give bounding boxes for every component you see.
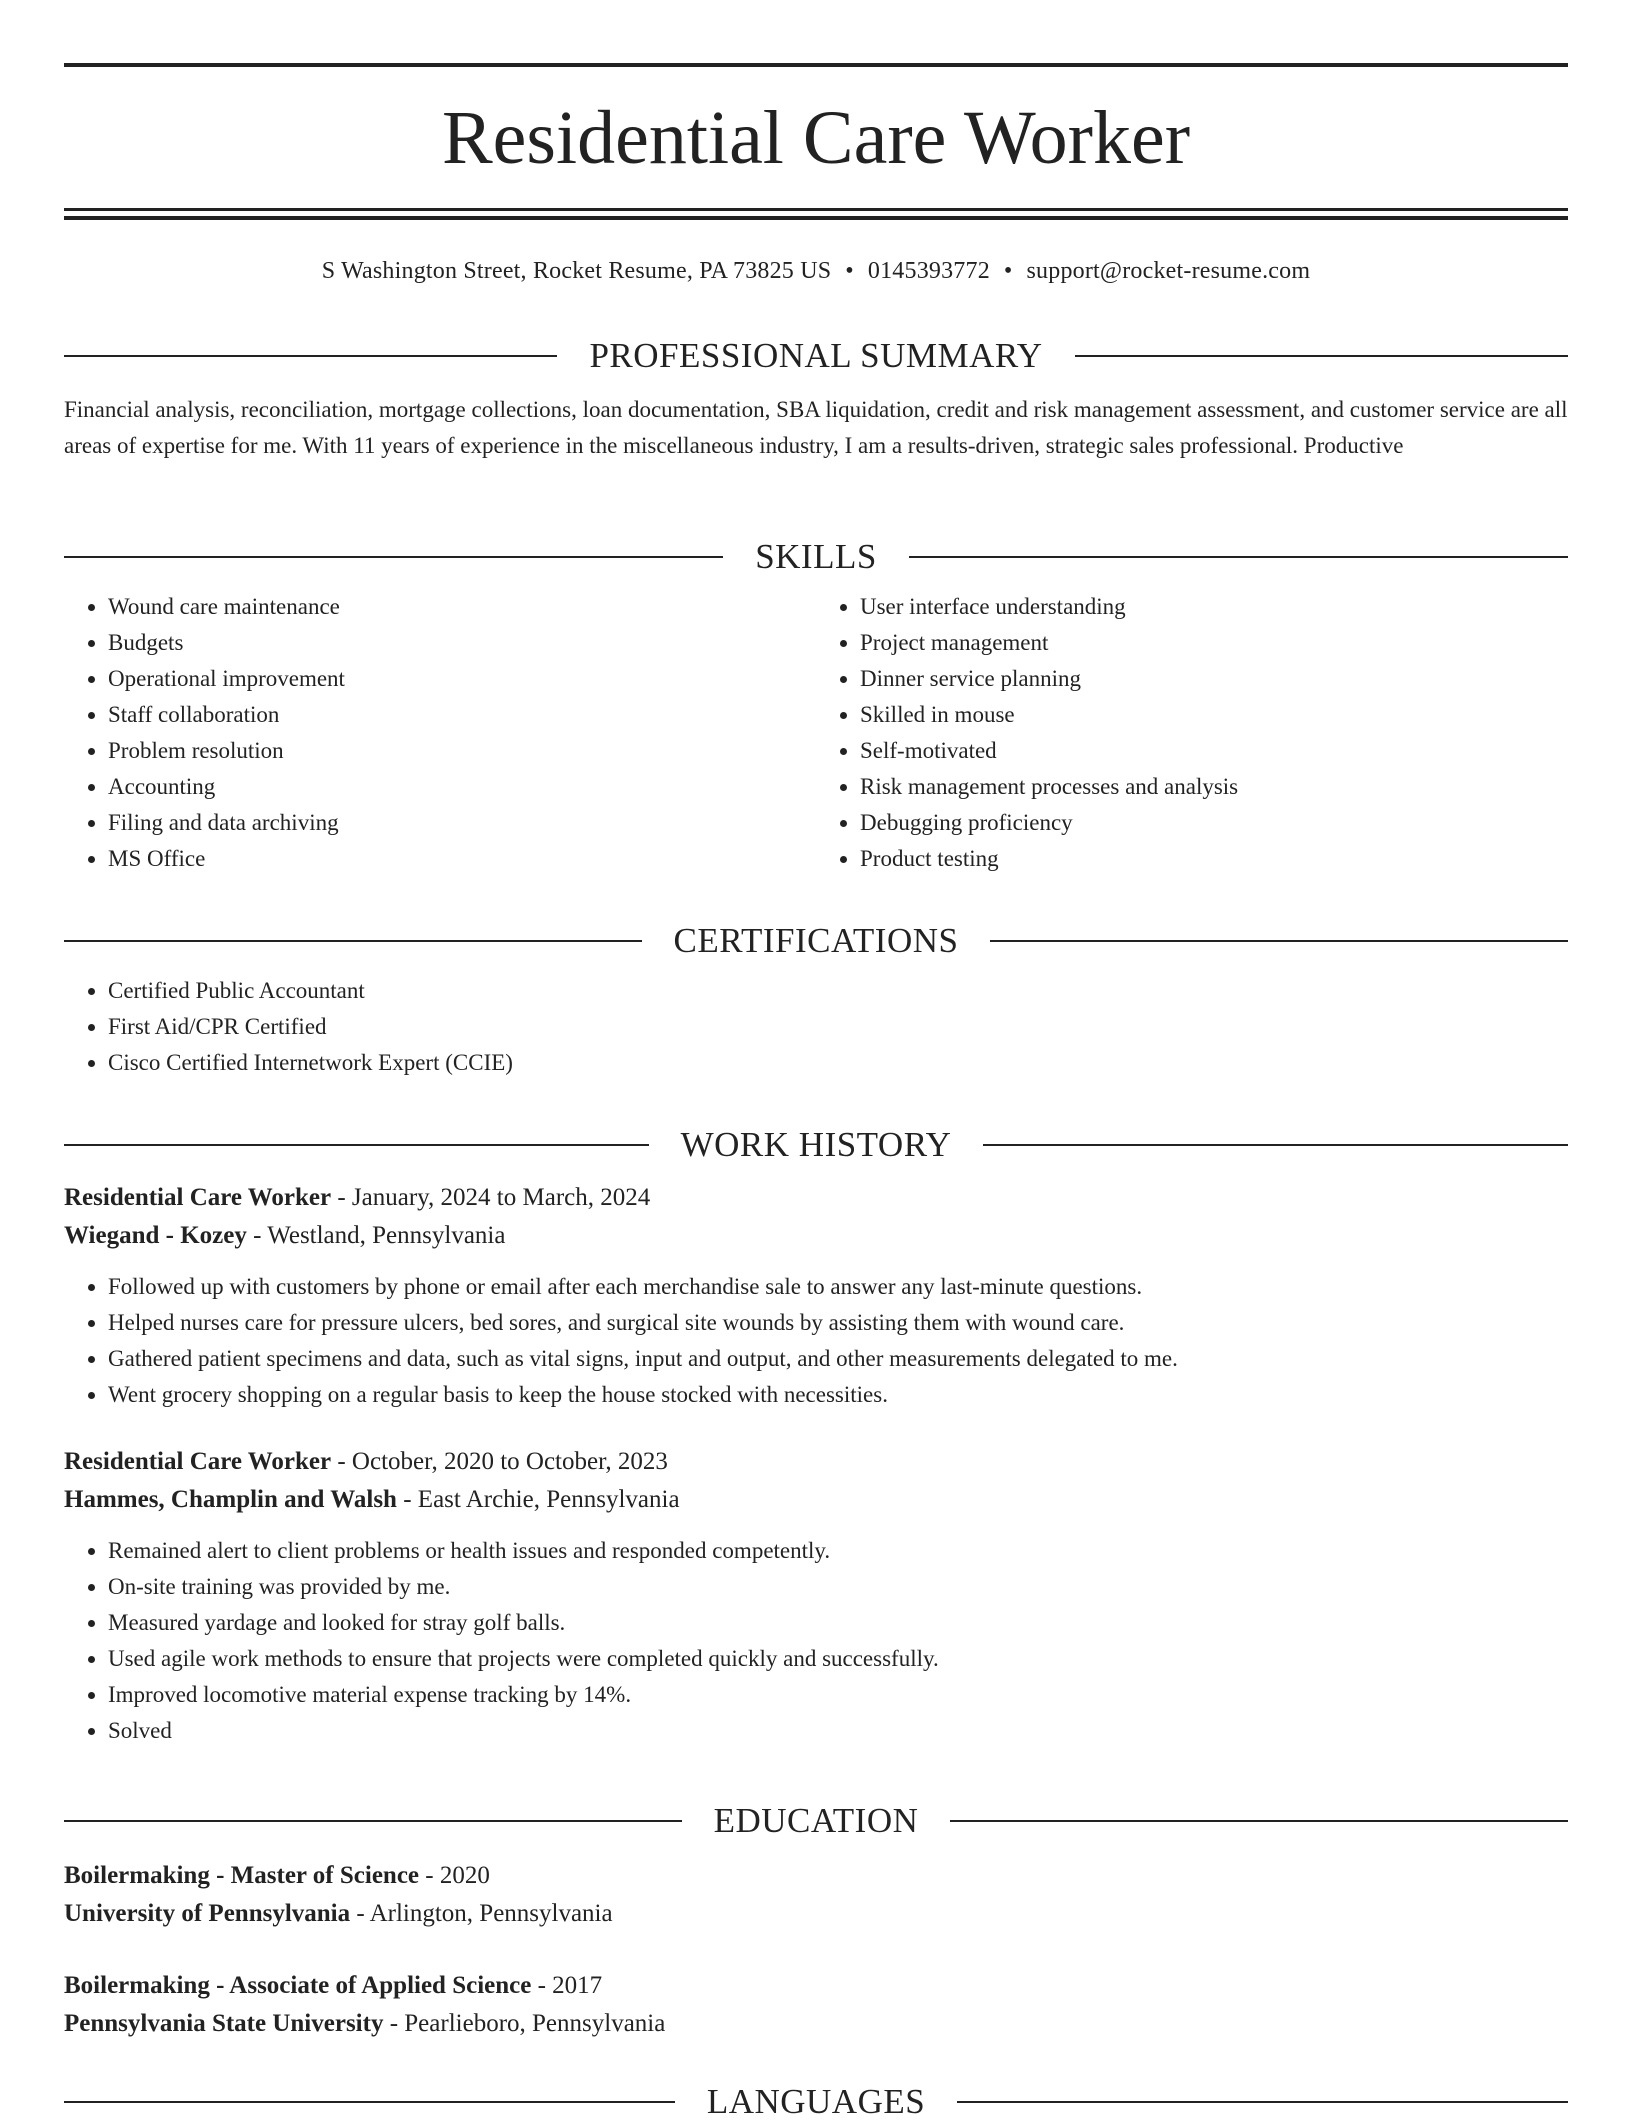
section-title: LANGUAGES [706, 2082, 926, 2121]
resume-page [64, 0, 1568, 2121]
heading-rule-left [64, 2101, 675, 2103]
skills-right-column [816, 589, 1568, 877]
skills-left-column [64, 589, 816, 877]
skill-item: • User interface understanding [860, 589, 1568, 625]
job-bullet: • On-site training was provided by me. [108, 1569, 1568, 1605]
heading-rule-right [950, 1820, 1568, 1822]
work-history-section [64, 1123, 1568, 1749]
contact-line [64, 254, 1568, 288]
heading-rule-left [64, 1820, 682, 1822]
job-bullet: • Used agile work methods to ensure that projects were completed quickly and successfully. [108, 1641, 1568, 1677]
skill-item: • Self-motivated [860, 733, 1568, 769]
contact-separator: • [845, 258, 854, 284]
heading-rule-right [1075, 355, 1568, 357]
heading-rule-left [64, 1144, 649, 1146]
job-bullets [64, 1269, 1568, 1413]
header-rule-bottom [64, 216, 1568, 220]
section-title: EDUCATION [713, 1801, 919, 1840]
top-rule [64, 63, 1568, 67]
certifications-section [64, 919, 1568, 1081]
certification-item: • Cisco Certified Internetwork Expert (CCIE) [108, 1045, 1568, 1081]
heading-rule-right [983, 1144, 1568, 1146]
education-degree-line [64, 1857, 1568, 1895]
heading-rule-right [909, 556, 1568, 558]
job-title-line [64, 1443, 1568, 1481]
heading-rule-left [64, 556, 723, 558]
job-title-line [64, 1179, 1568, 1217]
job-entry [64, 1443, 1568, 1749]
education-section [64, 1799, 1568, 2043]
skill-item: • Accounting [108, 769, 816, 805]
certification-item: • First Aid/CPR Certified [108, 1009, 1568, 1045]
resume-name: Residential Care Worker [441, 96, 1190, 180]
job-bullet: • Gathered patient specimens and data, such as vital signs, input and output, and other measurements delegated to me. [108, 1341, 1568, 1377]
certifications-list [64, 973, 1568, 1081]
education-entry [64, 1967, 1568, 2043]
skill-item: • Project management [860, 625, 1568, 661]
job-bullet: • Measured yardage and looked for stray golf balls. [108, 1605, 1568, 1641]
skill-item: • Dinner service planning [860, 661, 1568, 697]
header-rule-top [64, 208, 1568, 211]
skill-item: • Risk management processes and analysis [860, 769, 1568, 805]
summary-text: Financial analysis, reconciliation, mortgage collections, loan documentation, SBA liquidation, credit and risk management assessment, and customer service are all areas of expertise for me. With 11 years of experience in the miscellaneous industry, I am a results-driven, strategic sales professional. Productive [64, 397, 1568, 458]
education-school-line [64, 2005, 1568, 2043]
section-title: CERTIFICATIONS [673, 921, 959, 960]
job-company-line [64, 1481, 1568, 1519]
contact-email: support@rocket-resume.com [1026, 258, 1311, 284]
skill-item: • Skilled in mouse [860, 697, 1568, 733]
job-bullet: • Remained alert to client problems or health issues and responded competently. [108, 1533, 1568, 1569]
heading-rule-left [64, 355, 557, 357]
job-bullet: • Followed up with customers by phone or email after each merchandise sale to answer any last-minute questions. [108, 1269, 1568, 1305]
skill-item: • Budgets [108, 625, 816, 661]
job-bullet: • Helped nurses care for pressure ulcers, bed sores, and surgical site wounds by assisting them with wound care. [108, 1305, 1568, 1341]
education-year: - 2017 [531, 1972, 603, 1999]
job-company: Wiegand - Kozey [64, 1222, 247, 1249]
summary-section [64, 334, 1568, 464]
contact-phone: 0145393772 [867, 258, 990, 284]
job-bullet: • Improved locomotive material expense tracking by 14%. [108, 1677, 1568, 1713]
skills-left-list [64, 589, 816, 877]
heading-rule-right [957, 2101, 1568, 2103]
heading-rule-right [990, 940, 1568, 942]
job-entry [64, 1179, 1568, 1413]
education-location: - Pearlieboro, Pennsylvania [383, 2010, 666, 2037]
heading-rule-left [64, 940, 642, 942]
section-title: WORK HISTORY [680, 1125, 952, 1164]
job-dates: - January, 2024 to March, 2024 [331, 1184, 651, 1211]
contact-address: S Washington Street, Rocket Resume, PA 73825 US [321, 258, 832, 284]
job-title: Residential Care Worker [64, 1448, 332, 1475]
languages-section [64, 2080, 1568, 2124]
contact-separator: • [1003, 258, 1013, 284]
job-bullet: • Went grocery shopping on a regular basis to keep the house stocked with necessities. [108, 1377, 1568, 1413]
section-title: PROFESSIONAL SUMMARY [589, 336, 1043, 375]
job-title: Residential Care Worker [64, 1184, 332, 1211]
work-history-heading [64, 1123, 1568, 1167]
education-school: University of Pennsylvania [64, 1900, 351, 1927]
education-degree: Boilermaking - Associate of Applied Science [64, 1972, 532, 1999]
summary-heading [64, 334, 1568, 378]
skills-right-list [816, 589, 1568, 877]
skill-item: • Filing and data archiving [108, 805, 816, 841]
skill-item: • Product testing [860, 841, 1568, 877]
education-year: - 2020 [419, 1862, 490, 1889]
skill-item: • Problem resolution [108, 733, 816, 769]
education-school: Pennsylvania State University [64, 2010, 384, 2037]
skill-item: • MS Office [108, 841, 816, 877]
education-degree-line [64, 1967, 1568, 2005]
skills-heading [64, 535, 1568, 579]
skills-columns [64, 589, 1568, 877]
section-title: SKILLS [755, 537, 877, 576]
certification-item: • Certified Public Accountant [108, 973, 1568, 1009]
job-company: Hammes, Champlin and Walsh [64, 1486, 397, 1513]
languages-heading [64, 2080, 1568, 2124]
certifications-heading [64, 919, 1568, 963]
education-location: - Arlington, Pennsylvania [350, 1900, 613, 1927]
education-degree: Boilermaking - Master of Science [64, 1862, 420, 1889]
education-school-line [64, 1895, 1568, 1933]
skill-item: • Operational improvement [108, 661, 816, 697]
job-location: - East Archie, Pennsylvania [396, 1486, 680, 1513]
skill-item: • Wound care maintenance [108, 589, 816, 625]
job-company-line [64, 1217, 1568, 1255]
job-dates: - October, 2020 to October, 2023 [331, 1448, 668, 1475]
job-bullet: • Solved [108, 1713, 1568, 1749]
skill-item: • Staff collaboration [108, 697, 816, 733]
job-location: - Westland, Pennsylvania [246, 1222, 506, 1249]
skills-section [64, 535, 1568, 877]
job-bullets [64, 1533, 1568, 1749]
education-heading [64, 1799, 1568, 1843]
skill-item: • Debugging proficiency [860, 805, 1568, 841]
education-entry [64, 1857, 1568, 1933]
